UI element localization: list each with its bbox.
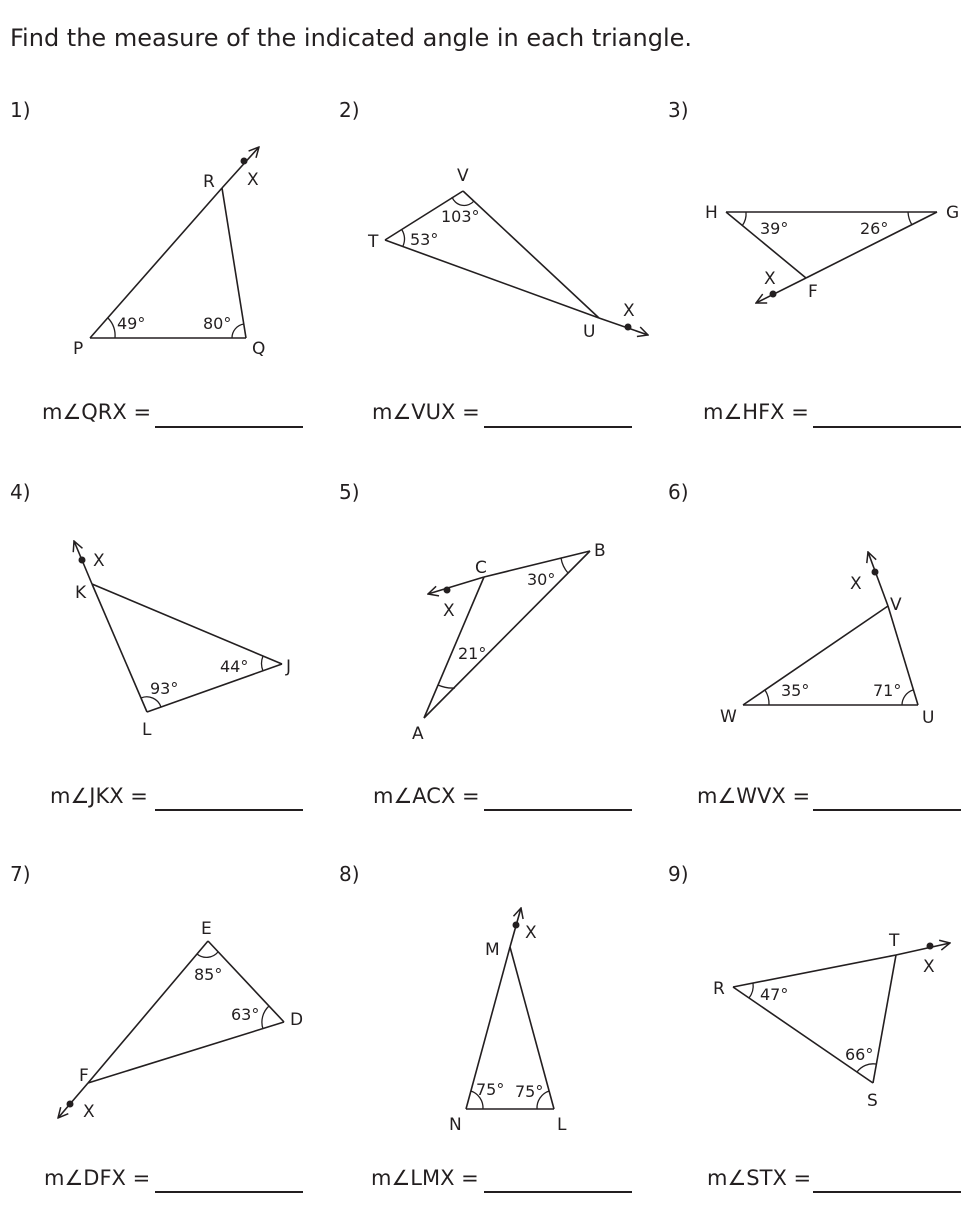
answer-prompt: m∠QRX = — [42, 400, 152, 424]
vertex-label: B — [594, 541, 606, 561]
vertex-label: H — [705, 203, 718, 223]
angle-label: 53° — [410, 230, 439, 249]
vertex-label: N — [449, 1115, 462, 1135]
angle-label: 21° — [458, 644, 487, 663]
vertex-label: T — [889, 931, 900, 951]
vertex-label: X — [623, 301, 635, 321]
angle-label: 30° — [527, 570, 556, 589]
angle-label: 85° — [194, 965, 223, 984]
vertex-label: C — [475, 558, 487, 578]
vertex-label: U — [583, 322, 596, 342]
vertex-label: U — [922, 708, 935, 728]
instructions: Find the measure of the indicated angle in each triangle. — [10, 24, 693, 52]
vertex-label: S — [867, 1091, 878, 1111]
angle-label: 44° — [220, 657, 249, 676]
problem-number: 7) — [10, 862, 31, 886]
problem-number: 5) — [339, 480, 360, 504]
problem-number: 9) — [668, 862, 689, 886]
angle-label: 35° — [781, 681, 810, 700]
vertex-label: V — [890, 595, 902, 615]
vertex-label: X — [247, 170, 259, 190]
problem-number: 1) — [10, 98, 31, 122]
triangle-figure-6 — [720, 552, 934, 728]
answer-prompt: m∠WVX = — [697, 784, 811, 808]
problem-number: 8) — [339, 862, 360, 886]
angle-label: 93° — [150, 679, 179, 698]
vertex-label: X — [923, 957, 935, 977]
vertex-label: K — [75, 583, 87, 603]
answer-prompt: m∠VUX = — [372, 400, 480, 424]
vertex-label: R — [713, 979, 725, 999]
vertex-label: L — [557, 1115, 567, 1135]
vertex-label: X — [764, 269, 776, 289]
angle-label: 63° — [231, 1005, 260, 1024]
vertex-label: J — [286, 657, 292, 677]
vertex-label: X — [850, 574, 862, 594]
angle-label: 47° — [760, 985, 789, 1004]
angle-label: 66° — [845, 1045, 874, 1064]
answer-prompt: m∠LMX = — [371, 1166, 479, 1190]
vertex-label: Q — [252, 339, 266, 359]
vertex-label: X — [83, 1102, 95, 1122]
triangle-figure-4 — [74, 541, 291, 740]
vertex-label: A — [412, 724, 424, 744]
problem-number: 6) — [668, 480, 689, 504]
vertex-label: T — [368, 232, 379, 252]
vertex-label: X — [443, 601, 455, 621]
angle-label: 103° — [441, 207, 480, 226]
angle-label: 26° — [860, 219, 889, 238]
answer-prompt: m∠HFX = — [703, 400, 809, 424]
answer-prompt: m∠DFX = — [44, 1166, 151, 1190]
vertex-label: L — [142, 720, 152, 740]
angle-label: 75° — [515, 1082, 544, 1101]
triangle-figure-1 — [73, 147, 265, 359]
vertex-label: X — [525, 923, 537, 943]
vertex-label: M — [485, 940, 500, 960]
vertex-label: D — [290, 1010, 304, 1030]
vertex-label: F — [808, 282, 818, 302]
vertex-label: R — [203, 172, 215, 192]
vertex-label: P — [73, 339, 84, 359]
problem-number: 3) — [668, 98, 689, 122]
triangle-figure-3 — [705, 203, 959, 303]
vertex-label: G — [946, 203, 960, 223]
answer-prompt: m∠STX = — [707, 1166, 812, 1190]
triangle-figure-5 — [412, 541, 606, 744]
vertex-label: V — [457, 166, 469, 186]
vertex-label: X — [93, 551, 105, 571]
triangle-figure-2 — [367, 166, 648, 342]
angle-label: 39° — [760, 219, 789, 238]
problem-number: 2) — [339, 98, 360, 122]
answer-prompt: m∠JKX = — [50, 784, 148, 808]
vertex-label: F — [79, 1066, 89, 1086]
problem-number: 4) — [10, 480, 31, 504]
answer-prompt: m∠ACX = — [373, 784, 480, 808]
triangle-figure-9 — [713, 931, 950, 1111]
angle-label: 80° — [203, 314, 232, 333]
angle-label: 75° — [476, 1080, 505, 1099]
vertex-label: E — [201, 919, 212, 939]
angle-label: 71° — [873, 681, 902, 700]
triangle-figure-7 — [58, 919, 303, 1122]
triangle-figure-8 — [449, 908, 567, 1135]
angle-label: 49° — [117, 314, 146, 333]
vertex-label: W — [720, 707, 737, 727]
